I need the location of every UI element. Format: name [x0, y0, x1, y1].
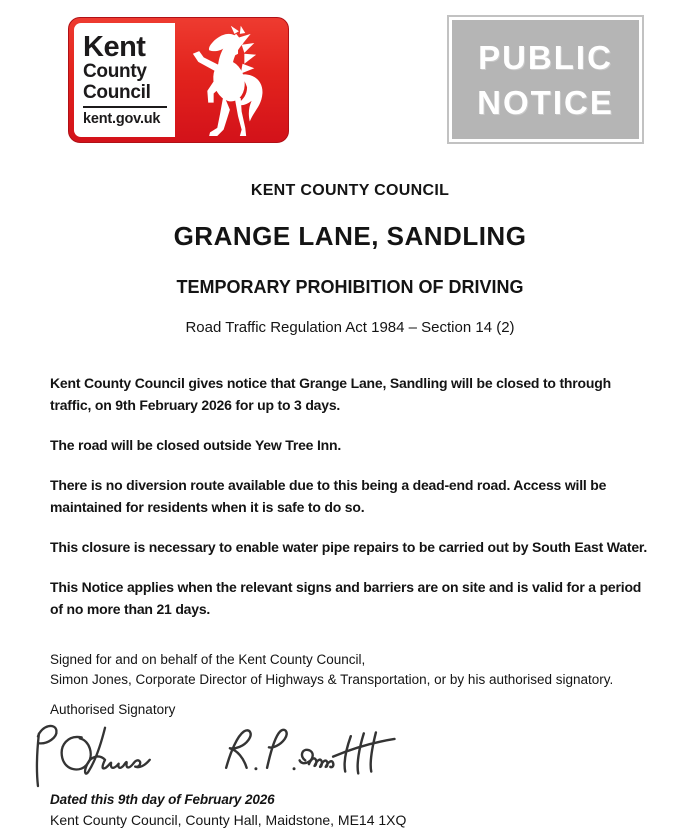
signature-right-icon: [215, 724, 401, 785]
logo-divider: [83, 106, 167, 108]
notice-content: [0, 182, 681, 828]
signature-left-icon: [25, 718, 187, 793]
heading-authority: KENT COUNTY COUNCIL: [250, 182, 450, 199]
notice-header: [0, 0, 681, 160]
heading-order-type: TEMPORARY PROHIBITION OF DRIVING: [176, 277, 524, 297]
heading-road-name: GRANGE LANE, SANDLING: [173, 221, 527, 251]
logo-website: kent.gov.uk: [83, 111, 161, 128]
heading-act-reference: Road Traffic Regulation Act 1984 – Section 14 (2): [185, 319, 515, 336]
council-address: Kent County Council, County Hall, Maidstone, ME14 1XQ: [50, 812, 407, 828]
dated-line: Dated this 9th day of February 2026: [50, 792, 275, 807]
notice-paragraph: The road will be closed outside Yew Tree Inn.: [50, 437, 342, 453]
logo-text-panel: [74, 23, 175, 137]
notice-paragraph: This Notice applies when the relevant signs and barriers are on site and is valid for a period of no more than 21 days.: [50, 579, 642, 617]
logo-word-council: Council: [83, 81, 151, 103]
signed-line2: Simon Jones, Corporate Director of Highways & Transportation, or by his authorised signatory.: [50, 672, 614, 687]
notice-paragraph: There is no diversion route available due to this being a dead-end road. Access will be maintained for residents when it is safe to do so.: [50, 477, 607, 515]
signed-line1: Signed for and on behalf of the Kent County Council,: [50, 652, 366, 667]
notice-body: [50, 372, 650, 620]
public-notice-stamp: [447, 15, 644, 144]
signature-row: [25, 718, 650, 790]
public-notice-line1: PUBLIC: [478, 38, 613, 76]
logo-word-kent: Kent: [83, 31, 146, 63]
invicta-horse-icon: [175, 23, 283, 137]
kent-county-council-logo: [68, 17, 289, 143]
public-notice-stamp-inner: [452, 20, 639, 139]
logo-word-county: County: [83, 61, 147, 82]
notice-paragraph: This closure is necessary to enable water pipe repairs to be carried out by South East Water.: [50, 539, 648, 555]
signed-statement: [50, 650, 650, 690]
notice-paragraph: Kent County Council gives notice that Grange Lane, Sandling will be closed to through traffic, on 9th February 2026 for up to 3 days.: [50, 375, 611, 413]
public-notice-line2: NOTICE: [477, 83, 614, 121]
authorised-signatory-label: Authorised Signatory: [50, 702, 176, 717]
